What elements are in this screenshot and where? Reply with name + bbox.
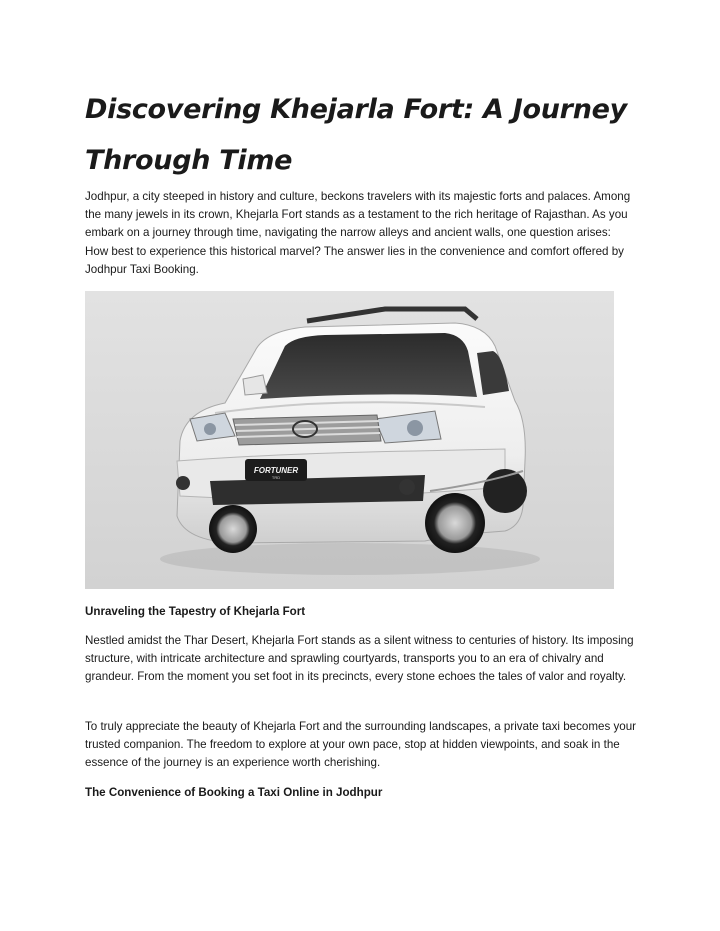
suv-illustration bbox=[85, 291, 614, 589]
section1-paragraph-2: To truly appreciate the beauty of Khejarla Fort and the surrounding landscapes, a private taxi becomes your trusted companion. The freedom to explore at your own pace, stop at hidden viewpoints, and soak in the essence of the journey is an experience worth cherishing. bbox=[85, 720, 637, 770]
section-heading-booking: The Convenience of Booking a Taxi Online in Jodhpur bbox=[85, 786, 383, 799]
intro-paragraph: Jodhpur, a city steeped in history and culture, beckons travelers with its majestic forts and palaces. Among the many jewels in its crown, Khejarla Fort stands as a testament to the rich heritage of Rajasthan. As you embark on a journey through time, navigating the narrow alleys and ancient walls, one question arises: How best to experience this historical marvel? The answer lies in the convenience and comfort offered by Jodhpur Taxi Booking. bbox=[85, 190, 631, 276]
section-heading-khejarla: Unraveling the Tapestry of Khejarla Fort bbox=[85, 605, 306, 618]
article-title: Discovering Khejarla Fort: A Journey Through Time bbox=[85, 94, 627, 176]
badge-text: FORTUNER bbox=[253, 466, 299, 475]
section1-paragraph-1: Nestled amidst the Thar Desert, Khejarla Fort stands as a silent witness to centuries of history. Its imposing structure, with intricate architecture and sprawling courtyards, transports you to an era of chivalry and grandeur. From the moment you set foot in its precincts, every stone echoes the tales of valor and royalty. bbox=[85, 634, 634, 684]
badge-subtext: TRD bbox=[271, 475, 281, 480]
suv-photo bbox=[85, 291, 614, 589]
